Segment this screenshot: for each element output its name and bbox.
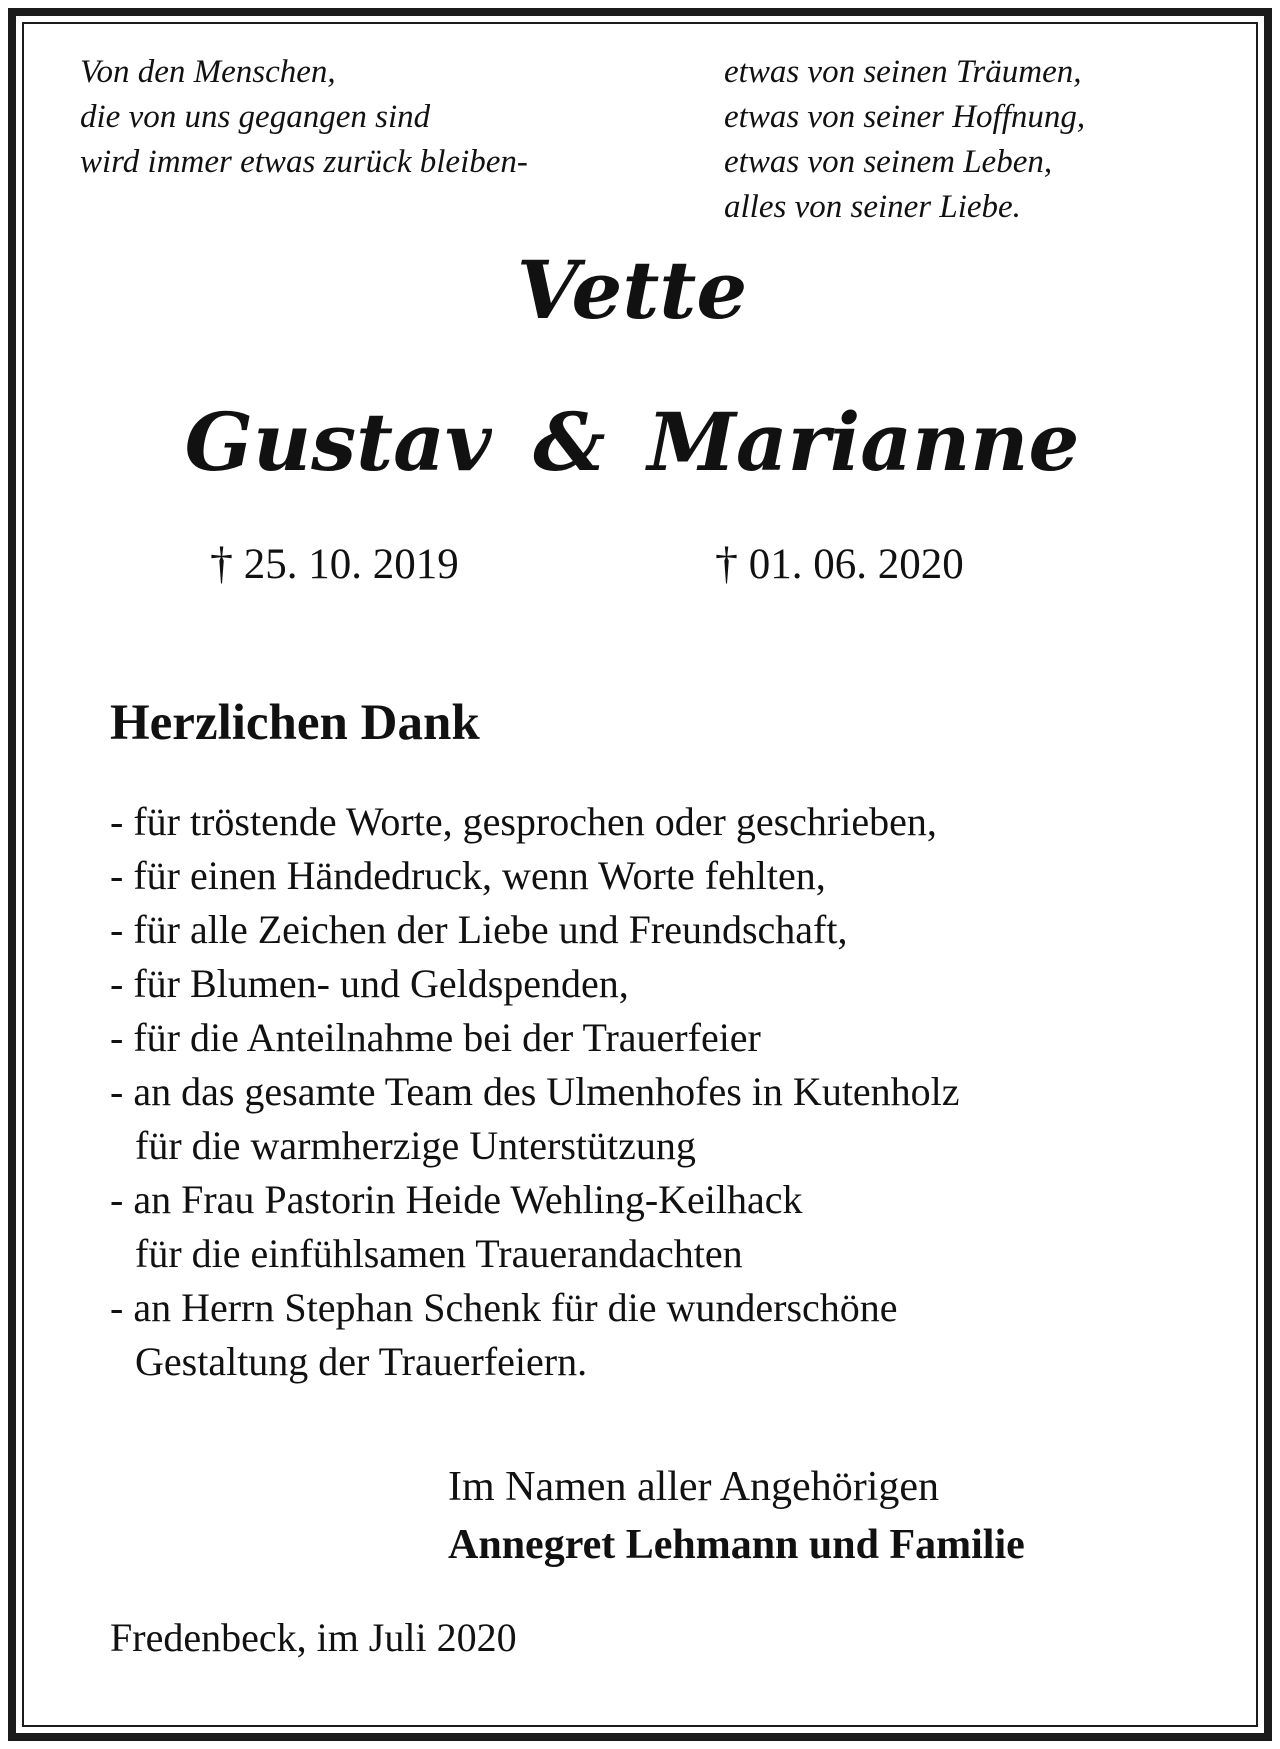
deceased-names: Gustav & Marianne xyxy=(184,395,1080,489)
thanks-item-line: - für einen Händedruck, wenn Worte fehlten, xyxy=(110,853,826,898)
poem-line: die von uns gegangen sind xyxy=(80,99,431,135)
thanks-item-continuation: für die warmherzige Unterstützung xyxy=(135,1123,696,1168)
thanks-item-line: - für alle Zeichen der Liebe und Freundschaft, xyxy=(110,907,848,952)
thanks-item-continuation: Gestaltung der Trauerfeiern. xyxy=(135,1339,588,1384)
cross-icon: † xyxy=(210,537,233,588)
cross-icon: † xyxy=(715,537,738,588)
thanks-item xyxy=(110,1065,960,1173)
poem-right-column xyxy=(724,50,1085,230)
death-date-second xyxy=(715,537,964,588)
poem-line: wird immer etwas zurück bleiben- xyxy=(80,144,528,180)
thanks-item-continuation: für die einfühlsamen Trauerandachten xyxy=(135,1231,743,1276)
thanks-item xyxy=(110,1281,960,1389)
thanks-item xyxy=(110,849,960,903)
thanks-item-line: - an Frau Pastorin Heide Wehling-Keilhack xyxy=(110,1177,803,1222)
poem-left-column xyxy=(80,50,528,185)
family-surname: Vette xyxy=(516,243,748,337)
thanks-heading: Herzlichen Dank xyxy=(110,695,480,751)
thanks-item xyxy=(110,1011,960,1065)
thanks-item-line: - für tröstende Worte, gesprochen oder geschrieben, xyxy=(110,799,937,844)
date-value: 25. 10. 2019 xyxy=(243,541,459,588)
thanks-item-line: - an Herrn Stephan Schenk für die wunderschöne xyxy=(110,1285,898,1330)
date-value: 01. 06. 2020 xyxy=(748,541,964,588)
thanks-item-line: - an das gesamte Team des Ulmenhofes in Kutenholz xyxy=(110,1069,960,1114)
thanks-item xyxy=(110,1173,960,1281)
death-date-first xyxy=(210,537,459,588)
thanks-item-line: - für Blumen- und Geldspenden, xyxy=(110,961,629,1006)
thanks-item xyxy=(110,957,960,1011)
thanks-item-line: - für die Anteilnahme bei der Trauerfeier xyxy=(110,1015,761,1060)
signature-intro: Im Namen aller Angehörigen xyxy=(448,1464,939,1510)
signature-block xyxy=(448,1458,1025,1574)
thanks-item xyxy=(110,903,960,957)
signature-family: Annegret Lehmann und Familie xyxy=(448,1522,1025,1568)
place-and-date: Fredenbeck, im Juli 2020 xyxy=(110,1615,517,1660)
poem-line: alles von seiner Liebe. xyxy=(724,189,1021,225)
poem-line: etwas von seiner Hoffnung, xyxy=(724,99,1086,135)
thanks-list xyxy=(110,795,960,1389)
poem-line: etwas von seinem Leben, xyxy=(724,144,1053,180)
poem-line: Von den Menschen, xyxy=(80,54,336,90)
poem-line: etwas von seinen Träumen, xyxy=(724,54,1082,90)
thanks-item xyxy=(110,795,960,849)
